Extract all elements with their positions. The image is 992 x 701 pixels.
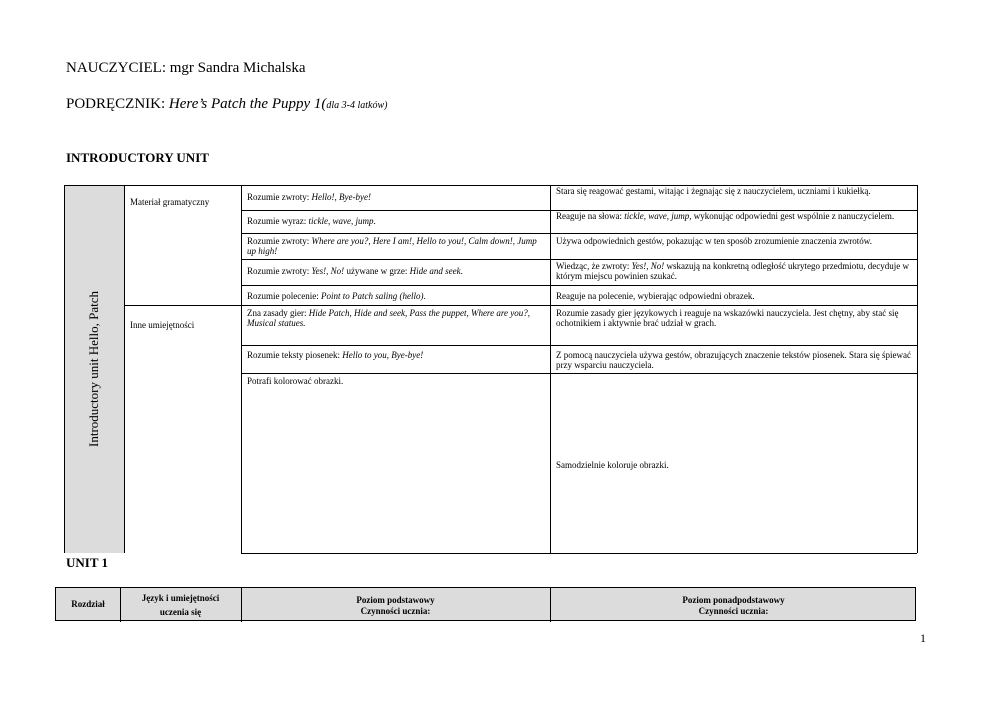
col-chapter: Rozdział [71, 599, 105, 609]
category-grammar: Materiał gramatyczny [130, 197, 210, 207]
intro-unit-heading: INTRODUCTORY UNIT [66, 150, 209, 165]
basic-cell: Rozumie wyraz: tickle, wave, jump. [247, 216, 376, 226]
textbook-line [66, 96, 388, 113]
advanced-cell: Reaguje na słowa: tickle, wave, jump, wykonując odpowiedni gest wspólnie z nanuczycielem. [556, 211, 895, 221]
basic-cell: Zna zasady gier: Hide Patch, Hide and seek, Pass the puppet, Where are you?, Musical statues. [247, 308, 531, 328]
advanced-cell: Wiedząc, że zwroty: Yes!, No! wskazują na konkretną odległość ukrytego przedmiotu, decyduje w którym miejscu powinien szukać. [556, 261, 909, 281]
col-language: Język i umiejętności uczenia się [141, 593, 220, 617]
textbook-title: Here’s Patch the Puppy 1( [168, 96, 327, 112]
basic-cell: Potrafi kolorować obrazki. [247, 376, 344, 386]
page-number: 1 [920, 631, 926, 645]
basic-cell: Rozumie teksty piosenek: Hello to you, Bye-bye! [247, 350, 424, 360]
advanced-cell: Samodzielnie koloruje obrazki. [556, 460, 669, 470]
category-other: Inne umiejętności [130, 320, 195, 330]
advanced-cell: Reaguje na polecenie, wybierając odpowiedni obrazek. [556, 291, 755, 301]
advanced-cell: Stara się reagować gestami, witając i żegnając się z nauczycielem, uczniami i kukiełką. [556, 186, 871, 196]
advanced-cell: Rozumie zasady gier językowych i reaguje na wskazówki nauczyciela. Jest chętny, aby stać się ochotnikiem i aktywnie brać udział w grach. [556, 308, 899, 328]
col-advanced-level: Poziom ponadpodstawowy Czynności ucznia: [682, 595, 785, 616]
textbook-age: dla 3-4 latków) [326, 100, 388, 111]
unit1-heading: UNIT 1 [66, 555, 109, 570]
basic-cell: Rozumie polecenie: Point to Patch saling (hello). [247, 291, 426, 301]
basic-cell: Rozumie zwroty: Hello!, Bye-bye! [247, 192, 371, 202]
basic-cell: Rozumie zwroty: Yes!, No! używane w grze: Hide and seek. [247, 266, 463, 276]
advanced-cell: Z pomocą nauczyciela używa gestów, obrazujących znaczenie tekstów piosenek. Stara się śpiewać przy wsparciu nauczyciela. [556, 350, 912, 370]
teacher-line: NAUCZYCIEL: mgr Sandra Michalska [66, 60, 306, 76]
vertical-title: Introductory unit Hello, Patch [86, 291, 101, 447]
textbook-label: PODRĘCZNIK: [66, 96, 169, 112]
basic-cell: Rozumie zwroty: Where are you?, Here I am!, Hello to you!, Calm down!, Jump up high! [247, 236, 537, 256]
advanced-cell: Używa odpowiednich gestów, pokazując w ten sposób zrozumienie znaczenia zwrotów. [556, 236, 872, 246]
col-basic-level: Poziom podstawowy Czynności ucznia: [356, 595, 435, 616]
unit1-table-header [55, 587, 916, 621]
